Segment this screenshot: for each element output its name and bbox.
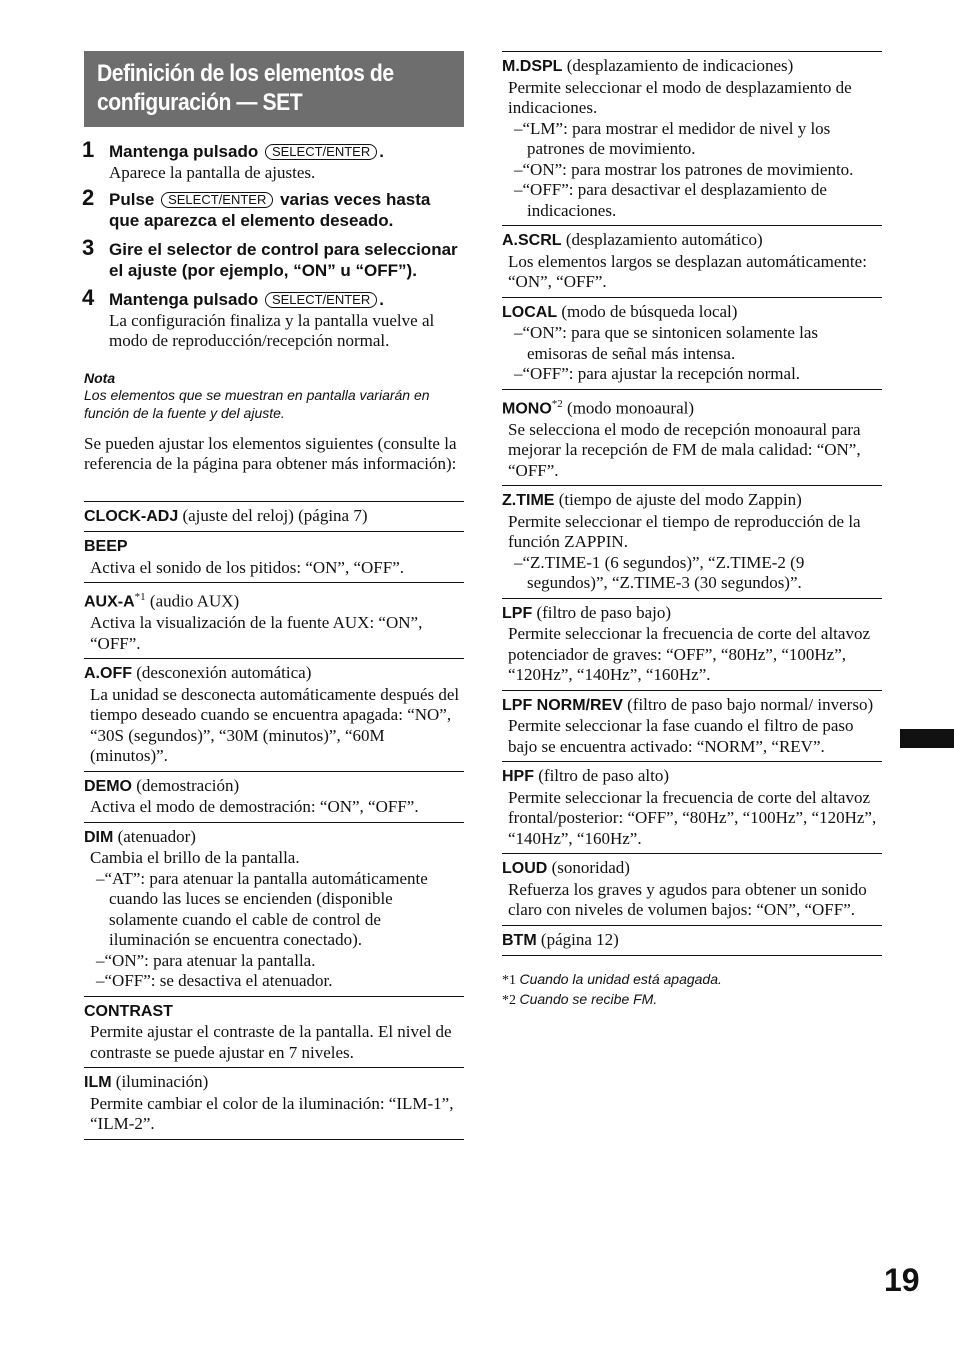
right-settings-list [502,51,882,956]
footnote-text: Cuando la unidad está apagada. [519,971,722,988]
step-text: La configuración finaliza y la pantalla vuelve al modo de reproducción/recepción normal. [109,310,435,350]
step-text: Aparece la pantalla de ajustes. [109,162,316,182]
setting-term [502,603,882,625]
setting-name: ILM [84,1074,112,1092]
setting-gloss: (modo de búsqueda local) [561,301,738,321]
select-enter-button-label: SELECT/ENTER [161,192,273,208]
setting-description: Activa el sonido de los pitidos: “ON”, “OFF”. [90,557,404,577]
step-heading [109,142,464,163]
setting-option: –“OFF”: para desactivar el desplazamiento de indicaciones. [514,180,827,220]
setting-term [84,827,464,849]
footnote-ref: *1 [134,591,146,603]
step-4 [82,285,464,352]
setting-term [502,302,882,324]
section-title-line-1: Definición de los elementos de [97,60,394,87]
setting-entry [84,531,464,582]
setting-option: –“Z.TIME-1 (6 segundos)”, “Z.TIME-2 (9 segundos)”, “Z.TIME-3 (30 segundos)”. [514,552,805,593]
note-title: Nota [84,369,116,386]
setting-description: Permite cambiar el color de la iluminación: “ILM-1”, “ILM-2”. [90,1093,454,1134]
select-enter-button-label: SELECT/ENTER [265,144,377,160]
setting-gloss: (página 12) [540,929,619,949]
setting-description: Permite seleccionar el tiempo de reproducción de la función ZAPPIN. [508,511,861,552]
setting-description: La unidad se desconecta automáticamente después del tiempo deseado cuando se encuentra apagada: “NO”, “30S (segundos)”, “30M (minutos)”, “60M (minutos)”. [90,684,460,766]
setting-name: M.DSPL [502,58,563,75]
setting-term [84,1001,464,1023]
setting-gloss: (desplazamiento automático) [565,230,763,249]
setting-name: DIM [84,828,114,846]
setting-description: Permite seleccionar la fase cuando el filtro de paso bajo se encuentra activado: “NORM”, “REV”. [508,716,854,756]
step-number: 3 [82,235,95,260]
setting-gloss: (ajuste del reloj) (página 7) [182,505,368,525]
setting-term [502,766,882,788]
setting-entry [84,822,464,996]
setting-term [502,394,882,420]
setting-term [502,490,882,512]
setting-gloss: (filtro de paso bajo) [536,602,672,622]
setting-description: Cambia el brillo de la pantalla. [90,848,300,868]
setting-term [502,56,882,78]
setting-entry [84,582,464,658]
right-column [502,51,882,1010]
setting-entry [84,658,464,771]
setting-gloss: (audio AUX) [149,591,240,611]
section-title [84,51,464,127]
setting-gloss: (demostración) [136,775,240,795]
setting-name: CLOCK-ADJ [84,507,179,525]
page-number: 19 [884,1262,920,1298]
setting-gloss: (modo monoaural) [567,398,695,418]
setting-name: DEMO [84,777,132,795]
setting-name: BTM [502,931,537,949]
setting-term [502,930,882,952]
setting-gloss: (atenuador) [117,826,196,846]
setting-gloss: (tiempo de ajuste del modo Zappin) [558,490,802,510]
setting-term [502,858,882,880]
section-side-tab [900,729,954,748]
step-number: 1 [82,137,95,162]
left-column [84,51,464,1140]
setting-name: BEEP [84,538,128,555]
setting-description: Activa el modo de demostración: “ON”, “OFF”. [90,797,419,817]
setting-name: LOUD [502,860,548,878]
setting-term [502,230,882,252]
setting-description: Permite seleccionar la frecuencia de corte del altavoz potenciador de graves: “OFF”, “80Hz”, “100Hz”, “120Hz”, “140Hz”, “160Hz”. [508,624,870,685]
section-title-line-2: configuración — SET [97,89,303,116]
setting-gloss: (sonoridad) [551,858,630,878]
step-heading-text: Mantenga pulsado [109,142,259,161]
setting-name: A.SCRL [502,232,562,249]
step-heading-text: Pulse [109,190,155,209]
step-heading-end: . [379,290,384,309]
setting-name: CONTRAST [84,1002,173,1020]
setting-entry [84,1067,464,1139]
step-1 [82,137,464,183]
setting-entry [502,598,882,690]
setting-entry [502,297,882,389]
setting-option: –“LM”: para mostrar el medidor de nivel y los patrones de movimiento. [514,118,831,158]
setting-description: Permite seleccionar la frecuencia de corte del altavoz frontal/posterior: “OFF”, “80Hz”, “100Hz”, “120Hz”, “140Hz”, “160Hz”. [508,787,877,848]
setting-entry [84,996,464,1068]
footnote-mark: *1 [502,973,516,989]
setting-name: HPF [502,768,534,786]
setting-term [84,663,464,685]
setting-name: LPF [502,604,533,622]
step-heading [109,190,464,231]
step-2 [82,185,464,231]
setting-description: Refuerza los graves y agudos para obtener un sonido claro con niveles de volumen bajos: “ON”, “OFF”. [508,879,867,920]
setting-gloss: (desplazamiento de indicaciones) [566,56,794,75]
setting-name: MONO [502,400,552,418]
setting-gloss: (iluminación) [115,1072,209,1092]
setting-option: –“AT”: para atenuar la pantalla automáticamente cuando las luces se encienden (disponible solamente cuando el cable de control de iluminación se encuentra conectado). [96,868,428,950]
step-heading [109,290,464,311]
setting-term [84,536,464,558]
step-number: 4 [82,285,95,310]
setting-gloss: (filtro de paso bajo normal/ inverso) [627,694,874,714]
setting-description: Se selecciona el modo de recepción monoaural para mejorar la recepción de FM de mala calidad: “ON”, “OFF”. [508,419,861,480]
setting-entry [502,485,882,598]
setting-term [84,506,464,528]
setting-description: Permite ajustar el contraste de la pantalla. El nivel de contraste se puede ajustar en 7 niveles. [90,1022,452,1062]
setting-entry [502,690,882,762]
footnote-2 [502,990,882,1010]
setting-gloss: (desconexión automática) [136,663,312,683]
setting-entry [502,761,882,853]
footnote-mark: *2 [502,993,516,1009]
setting-entry [502,51,882,225]
setting-gloss: (filtro de paso alto) [538,766,670,786]
setting-name: LPF NORM/REV [502,696,623,714]
setting-name: AUX-A [84,593,135,611]
setting-entry [502,925,882,956]
setting-term [84,776,464,798]
step-heading-text: Mantenga pulsado [109,290,259,309]
footnote-ref: *2 [551,397,563,410]
footnotes [502,970,882,1010]
footnote-1 [502,970,882,990]
setting-term [84,1072,464,1094]
step-heading: Gire el selector de control para seleccionar el ajuste (por ejemplo, “ON” u “OFF”). [109,240,458,280]
select-enter-button-label: SELECT/ENTER [265,292,377,308]
setting-option: –“ON”: para mostrar los patrones de movimiento. [514,159,854,179]
setting-entry [502,225,882,297]
setting-term [502,695,882,717]
setting-entry [502,389,882,486]
intro-paragraph: Se pueden ajustar los elementos siguientes (consulte la referencia de la página para obtener más información): [84,433,457,473]
step-heading-end: varias veces hasta que aparezca el elemento deseado. [109,190,431,230]
left-settings-list [84,501,464,1140]
setting-description: Permite seleccionar el modo de desplazamiento de indicaciones. [508,77,852,117]
setting-name: A.OFF [84,665,132,683]
setting-option: –“OFF”: se desactiva el atenuador. [96,971,333,991]
footnote-text: Cuando se recibe FM. [519,991,658,1008]
setting-option: –“OFF”: para ajustar la recepción normal. [514,364,801,383]
setting-name: Z.TIME [502,492,555,510]
setting-option: –“ON”: para que se sintonicen solamente las emisoras de señal más intensa. [514,323,819,363]
setting-entry [502,853,882,925]
setting-description: Activa la visualización de la fuente AUX: “ON”, “OFF”. [90,613,423,653]
setting-entry [84,771,464,822]
setting-option: –“ON”: para atenuar la pantalla. [96,950,316,970]
step-number: 2 [82,185,95,210]
step-heading-end: . [379,142,384,161]
setting-description: Los elementos largos se desplazan automáticamente: “ON”, “OFF”. [508,251,867,291]
setting-term [84,587,464,613]
setting-name: LOCAL [502,303,558,321]
note-text: Los elementos que se muestran en pantalla variarán en función de la fuente y del ajuste. [84,386,430,421]
step-3 [82,235,464,281]
setting-entry [84,501,464,532]
